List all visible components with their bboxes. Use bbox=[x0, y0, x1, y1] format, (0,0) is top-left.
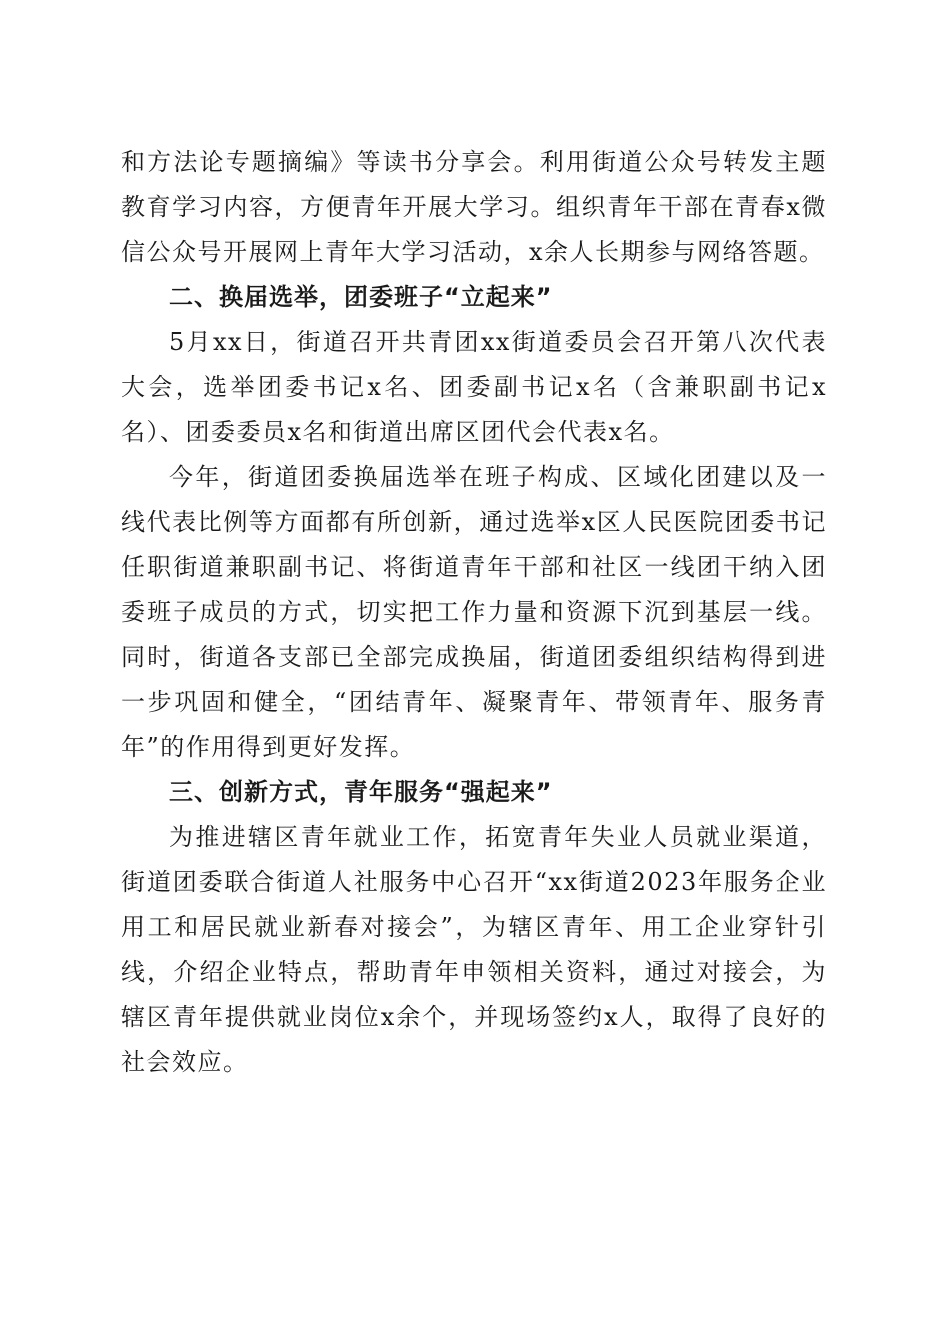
paragraph-youth-employment: 为推进辖区青年就业工作，拓宽青年失业人员就业渠道，街道团委联合街道人社服务中心召开“xx街道2023年服务企业用工和居民就业新春对接会”，为辖区青年、用工企业穿针引线，介绍企业特点，帮助青年申领相关资料，通过对接会，为辖区青年提供就业岗位x余个，并现场签约x人，取得了良好的社会效应。 bbox=[121, 823, 827, 1076]
document-body bbox=[121, 140, 827, 1085]
paragraph-continuation: 和方法论专题摘编》等读书分享会。利用街道公众号转发主题教育学习内容，方便青年开展大学习。组织青年干部在青春x微信公众号开展网上青年大学习活动，x余人长期参与网络答题。 bbox=[121, 148, 827, 266]
section-heading-2: 二、换届选举，团委班子“立起来” bbox=[169, 283, 553, 311]
section-heading-3: 三、创新方式，青年服务“强起来” bbox=[169, 778, 553, 806]
paragraph-election-innovation: 今年，街道团委换届选举在班子构成、区域化团建以及一线代表比例等方面都有所创新，通过选举x区人民医院团委书记任职街道兼职副书记、将街道青年干部和社区一线团干纳入团委班子成员的方式，切实把工作力量和资源下沉到基层一线。同时，街道各支部已全部完成换届，街道团委组织结构得到进一步巩固和健全，“团结青年、凝聚青年、带领青年、服务青年”的作用得到更好发挥。 bbox=[121, 463, 827, 761]
paragraph-election-date: 5月xx日，街道召开共青团xx街道委员会召开第八次代表大会，选举团委书记x名、团委副书记x名（含兼职副书记x名）、团委委员x名和街道出席区团代会代表x名。 bbox=[121, 328, 827, 446]
